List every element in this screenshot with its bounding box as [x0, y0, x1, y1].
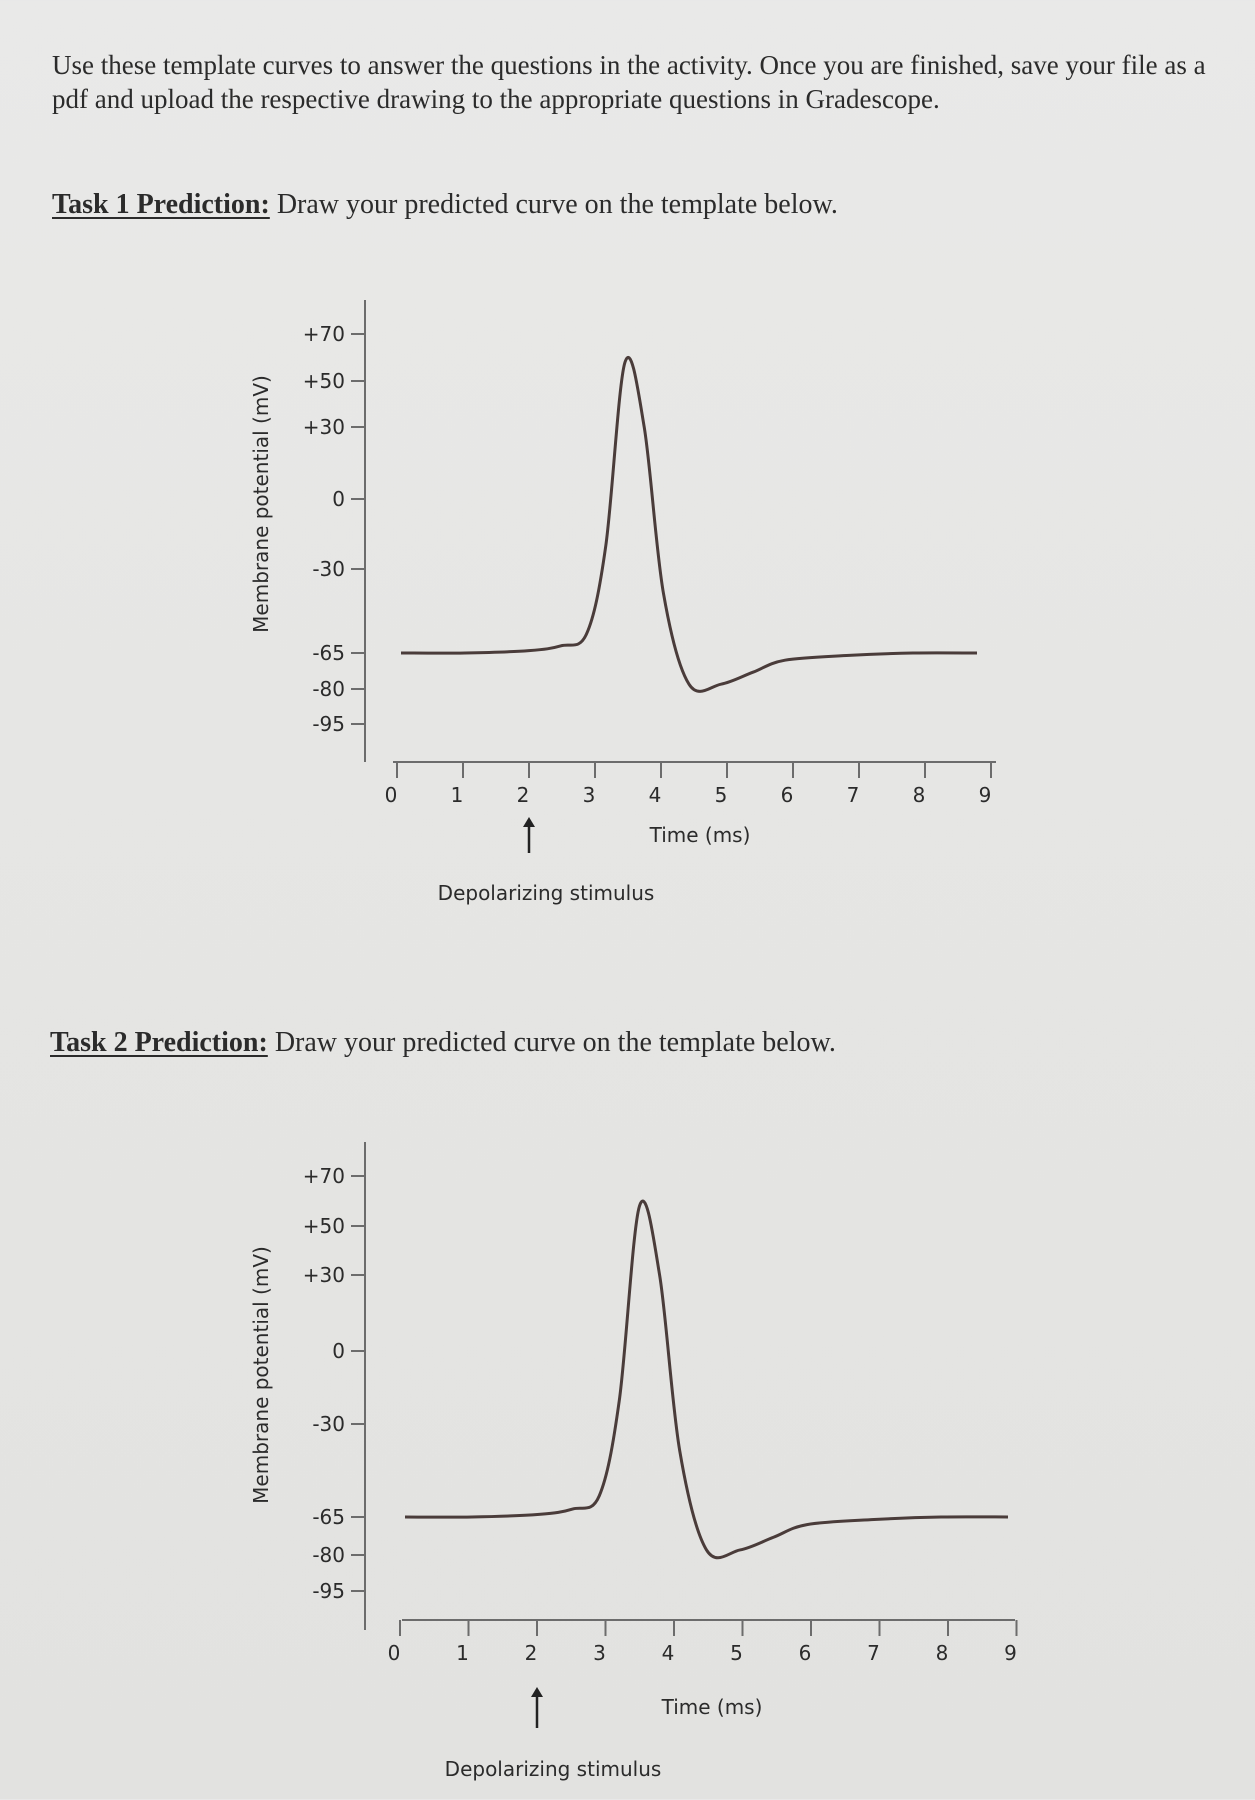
chart2-x-axis-label: Time (ms) — [661, 1695, 763, 1719]
chart1-y-tick-label: -65 — [312, 641, 345, 665]
chart1-x-tick-label: 2 — [516, 783, 530, 807]
task2-heading — [50, 1026, 836, 1060]
chart2-action-potential-curve — [405, 1201, 1008, 1558]
chart2-x-tick-label: 2 — [524, 1641, 538, 1665]
chart1-x-tick-label: 0 — [384, 783, 398, 807]
chart1-y-tick-label: -30 — [312, 557, 345, 581]
chart2-x-tick-label: 9 — [1004, 1641, 1017, 1665]
chart1-x-tick-label: 3 — [582, 783, 596, 807]
task1-label: Task 1 Prediction: — [52, 189, 270, 220]
chart1-x-tick-label: 9 — [978, 783, 992, 807]
chart1-action-potential-curve — [401, 357, 977, 691]
chart2-y-axis-label: Membrane potential (mV) — [249, 1246, 273, 1504]
chart1-stimulus-label: Depolarizing stimulus — [437, 881, 655, 905]
chart2-x-tick-label: 8 — [935, 1641, 949, 1665]
chart2-x-tick-label: 0 — [387, 1641, 401, 1665]
task1-text: Draw your predicted curve on the template below. — [269, 189, 838, 220]
task2-chart[interactable] — [0, 1120, 1255, 1800]
chart2-x-tick-label: 4 — [661, 1641, 675, 1665]
task1-chart[interactable] — [0, 280, 1255, 920]
chart2-y-tick-label: +50 — [302, 1214, 345, 1238]
chart1-y-axis-label: Membrane potential (mV) — [249, 375, 273, 633]
chart2-x-tick-label: 5 — [730, 1641, 743, 1665]
chart2-x-tick-label: 7 — [867, 1641, 880, 1665]
chart1-y-tick-label: -80 — [312, 677, 345, 701]
task1-heading — [52, 188, 838, 222]
chart2-y-tick-label: +70 — [302, 1164, 345, 1188]
chart2-y-tick-label: -30 — [312, 1412, 345, 1436]
chart1-x-tick-label: 6 — [780, 783, 794, 807]
chart1-y-tick-label: 0 — [332, 487, 345, 511]
chart1-stimulus-arrowhead — [523, 817, 535, 827]
chart1-x-tick-label: 7 — [846, 783, 860, 807]
chart2-x-tick-label: 6 — [798, 1641, 812, 1665]
chart1-x-tick-label: 4 — [648, 783, 662, 807]
chart2-y-tick-label: -95 — [312, 1579, 345, 1603]
chart2-x-tick-label: 3 — [593, 1641, 606, 1665]
chart1-x-tick-label: 8 — [912, 783, 926, 807]
instructions-text: Use these template curves to answer the questions in the activity. Once you are finished, save your file as a pdf and upload the respective drawing to the appropriate questions in Gradescope. — [52, 50, 1206, 114]
chart1-y-tick-label: +70 — [302, 322, 345, 346]
task2-text: Draw your predicted curve on the template below. — [267, 1027, 836, 1058]
chart2-x-tick-label: 1 — [456, 1641, 469, 1665]
chart1-x-tick-label: 1 — [450, 783, 464, 807]
chart2-y-tick-label: -65 — [312, 1505, 345, 1529]
chart2-y-tick-label: 0 — [332, 1339, 345, 1363]
chart1-y-tick-label: -95 — [312, 712, 345, 736]
chart2-stimulus-arrowhead — [531, 1687, 543, 1697]
chart1-x-axis-label: Time (ms) — [649, 823, 751, 847]
chart2-y-tick-label: -80 — [312, 1543, 345, 1567]
chart1-x-tick-label: 5 — [714, 783, 728, 807]
chart1-y-tick-label: +30 — [302, 415, 345, 439]
chart2-y-tick-label: +30 — [302, 1263, 345, 1287]
chart2-stimulus-label: Depolarizing stimulus — [444, 1757, 662, 1781]
chart1-y-tick-label: +50 — [302, 369, 345, 393]
task2-label: Task 2 Prediction: — [50, 1027, 268, 1058]
